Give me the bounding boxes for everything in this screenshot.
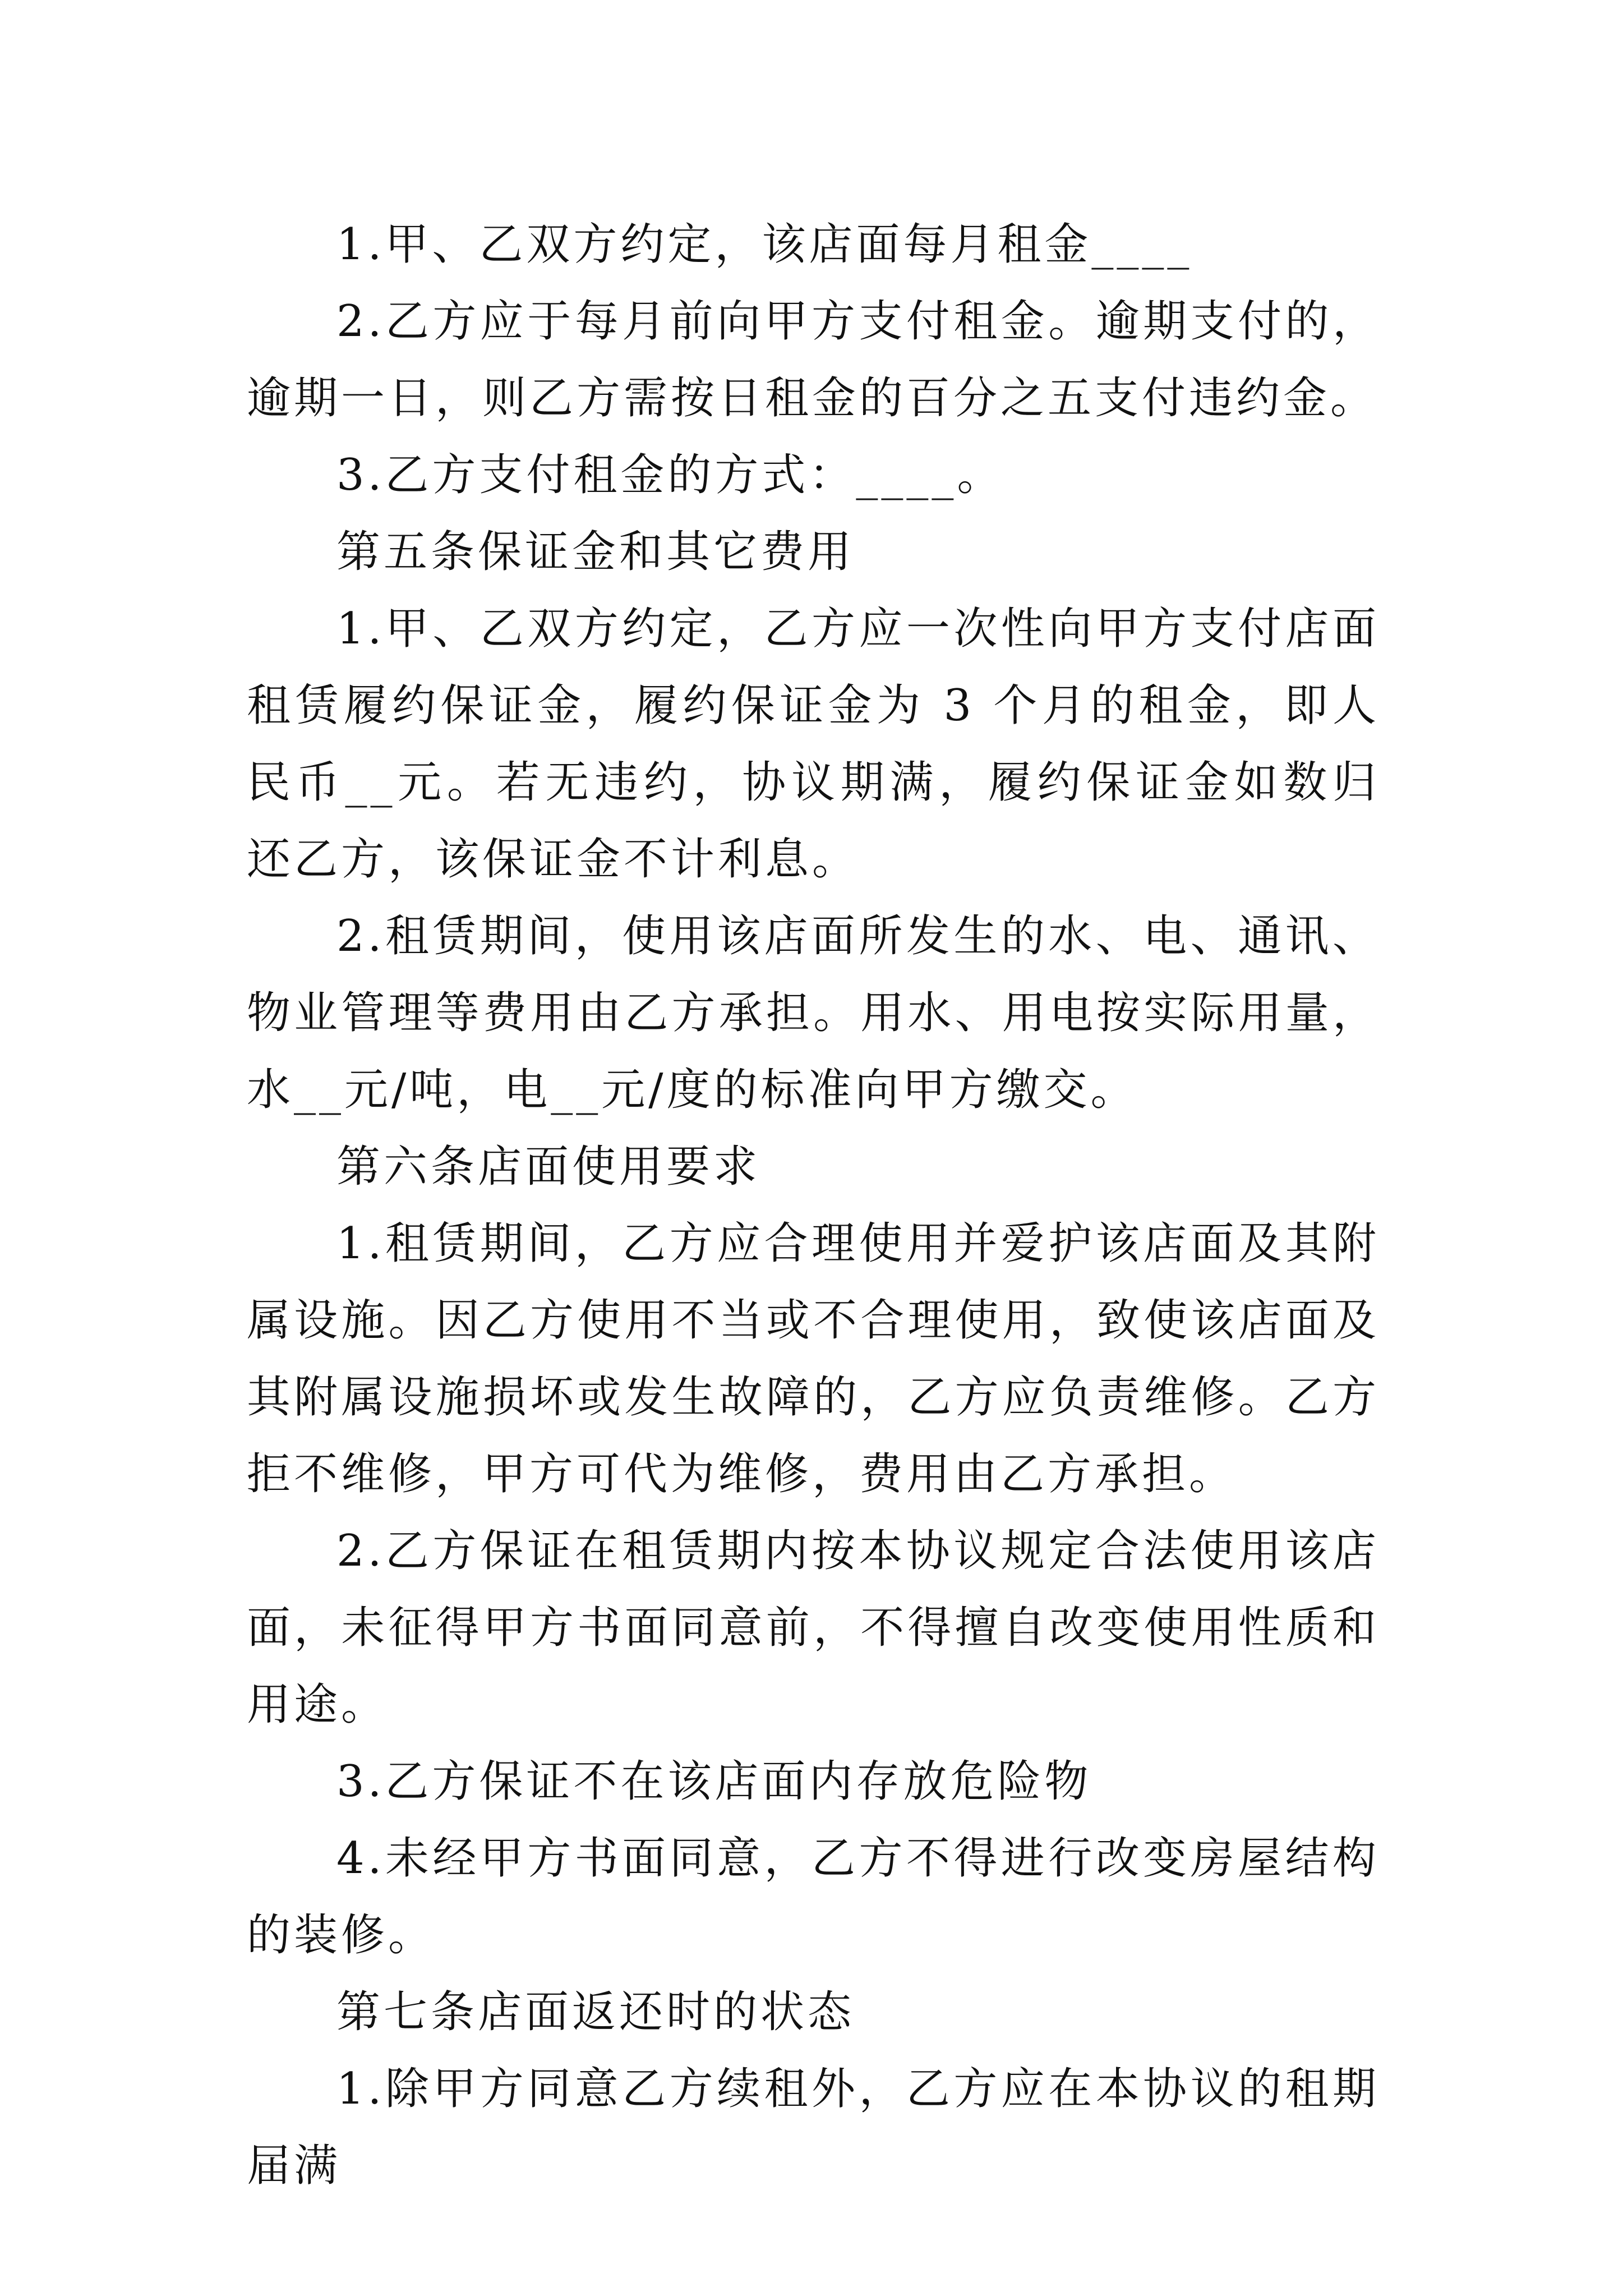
return-clause: 1.除甲方同意乙方续租外，乙方应在本协议的租期届满 xyxy=(247,2064,1380,2191)
lawful-use-clause: 2.乙方保证在租赁期内按本协议规定合法使用该店面，未征得甲方书面同意前，不得擅自改变使用性质和用途。 xyxy=(247,1526,1380,1730)
hazardous-materials-clause: 3.乙方保证不在该店面内存放危险物 xyxy=(336,1756,1092,1807)
article-5-heading: 第五条保证金和其它费用 xyxy=(336,527,855,577)
deposit-clause: 1.甲、乙双方约定，乙方应一次性向甲方支付店面租赁履约保证金，履约保证金为 3 个月的租金，即人民币__元。若无违约，协议期满，履约保证金如数归还乙方，该保证金不计利息。 xyxy=(247,604,1380,885)
proper-use-clause: 1.租赁期间，乙方应合理使用并爱护该店面及其附属设施。因乙方使用不当或不合理使用，致使该店面及其附属设施损坏或发生故障的，乙方应负责维修。乙方拒不维修，甲方可代为维修，费用由乙方承担。 xyxy=(247,1218,1380,1499)
article-6-heading: 第六条店面使用要求 xyxy=(336,1142,761,1192)
article-7-heading: 第七条店面返还时的状态 xyxy=(336,1987,855,2037)
renovation-clause: 4.未经甲方书面同意，乙方不得进行改变房屋结构的装修。 xyxy=(247,1833,1380,1961)
rent-payment-deadline-clause: 2.乙方应于每月前向甲方支付租金。逾期支付的，逾期一日，则乙方需按日租金的百分之五支付违约金。 xyxy=(247,296,1380,424)
rent-amount-clause: 1.甲、乙双方约定，该店面每月租金____ xyxy=(336,219,1193,270)
utilities-clause: 2.租赁期间，使用该店面所发生的水、电、通讯、物业管理等费用由乙方承担。用水、用电按实际用量，水__元/吨，电__元/度的标准向甲方缴交。 xyxy=(247,911,1380,1115)
rent-payment-method-clause: 3.乙方支付租金的方式：____。 xyxy=(336,450,1004,500)
document-body xyxy=(247,206,1380,2205)
